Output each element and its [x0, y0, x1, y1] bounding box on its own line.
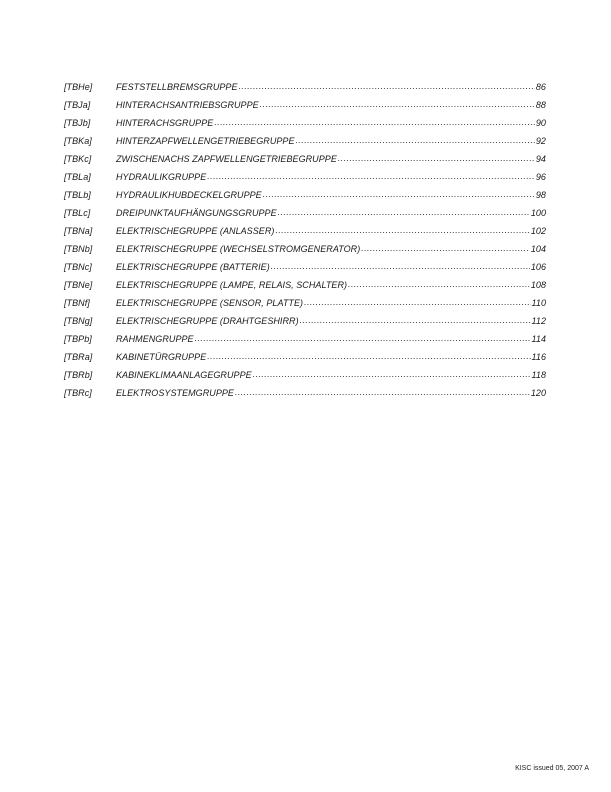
toc-entry-code: [TBNf] [64, 298, 90, 308]
toc-entry-page: 106 [530, 262, 546, 272]
toc-dot-leader [239, 81, 535, 91]
toc-dot-leader [207, 171, 535, 181]
toc-dot-leader [263, 189, 535, 199]
toc-entry[interactable] [64, 244, 546, 262]
toc-entry-title: ZWISCHENACHS ZAPFWELLENGETRIEBEGRUPPE [116, 154, 337, 164]
toc-entry-code: [TBNe] [64, 280, 93, 290]
toc-entry[interactable] [64, 208, 546, 226]
toc-dot-leader [296, 135, 535, 145]
toc-dot-leader [300, 315, 531, 325]
toc-entry[interactable] [64, 136, 546, 154]
toc-entry-page: 100 [530, 208, 546, 218]
toc-dot-leader [195, 333, 531, 343]
toc-entry-title: KABINETÜRGRUPPE [116, 352, 207, 362]
table-of-contents [64, 82, 546, 406]
toc-entry-title: ELEKTRISCHEGRUPPE (BATTERIE) [116, 262, 270, 272]
toc-entry-title: HYDRAULIKHUBDECKELGRUPPE [116, 190, 262, 200]
toc-entry-code: [TBKc] [64, 154, 92, 164]
toc-entry-page: 112 [531, 316, 546, 326]
toc-entry-title: HINTERACHSGRUPPE [116, 118, 214, 128]
toc-entry-page: 110 [531, 298, 546, 308]
toc-dot-leader [271, 261, 530, 271]
toc-entry-code: [TBJa] [64, 100, 91, 110]
toc-entry-title: ELEKTRISCHEGRUPPE (SENSOR, PLATTE) [116, 298, 304, 308]
toc-dot-leader [361, 243, 530, 253]
toc-entry-code: [TBNb] [64, 244, 93, 254]
toc-entry-code: [TBRc] [64, 388, 92, 398]
toc-entry-page: 108 [530, 280, 546, 290]
toc-entry-page: 114 [531, 334, 546, 344]
toc-entry-code: [TBPb] [64, 334, 92, 344]
toc-entry-page: 98 [535, 190, 546, 200]
toc-dot-leader [207, 351, 530, 361]
toc-entry-page: 116 [531, 352, 546, 362]
toc-entry-code: [TBHe] [64, 82, 93, 92]
toc-entry[interactable] [64, 262, 546, 280]
toc-entry-page: 102 [530, 226, 546, 236]
toc-entry[interactable] [64, 82, 546, 100]
page-footer: KISC issued 05, 2007 A [515, 765, 589, 772]
toc-entry[interactable] [64, 334, 546, 352]
toc-entry[interactable] [64, 190, 546, 208]
toc-dot-leader [338, 153, 535, 163]
toc-entry-code: [TBLa] [64, 172, 91, 182]
toc-dot-leader [253, 369, 531, 379]
toc-entry[interactable] [64, 226, 546, 244]
toc-entry-page: 94 [535, 154, 546, 164]
toc-entry-title: ELEKTRISCHEGRUPPE (LAMPE, RELAIS, SCHALTER) [116, 280, 348, 290]
toc-entry[interactable] [64, 118, 546, 136]
toc-entry-title: FESTSTELLBREMSGRUPPE [116, 82, 238, 92]
toc-entry-page: 120 [530, 388, 546, 398]
toc-entry-page: 104 [530, 244, 546, 254]
toc-entry-title: HYDRAULIKGRUPPE [116, 172, 207, 182]
toc-entry-title: ELEKTROSYSTEMGRUPPE [116, 388, 234, 398]
toc-entry[interactable] [64, 100, 546, 118]
toc-entry-title: ELEKTRISCHEGRUPPE (DRAHTGESHIRR) [116, 316, 299, 326]
toc-dot-leader [214, 117, 535, 127]
toc-dot-leader [278, 207, 530, 217]
toc-entry-title: KABINEKLIMAANLAGEGRUPPE [116, 370, 252, 380]
toc-dot-leader [260, 99, 535, 109]
toc-entry[interactable] [64, 388, 546, 406]
toc-entry-code: [TBNg] [64, 316, 93, 326]
toc-entry-code: [TBLb] [64, 190, 91, 200]
toc-entry-code: [TBJb] [64, 118, 91, 128]
toc-entry[interactable] [64, 370, 546, 388]
toc-dot-leader [348, 279, 530, 289]
toc-entry-code: [TBLc] [64, 208, 91, 218]
toc-entry-page: 118 [531, 370, 546, 380]
toc-entry[interactable] [64, 298, 546, 316]
toc-entry-code: [TBNa] [64, 226, 93, 236]
toc-entry[interactable] [64, 352, 546, 370]
toc-entry-page: 96 [535, 172, 546, 182]
toc-entry-code: [TBRa] [64, 352, 93, 362]
toc-dot-leader [304, 297, 530, 307]
toc-entry[interactable] [64, 154, 546, 172]
toc-entry-page: 86 [535, 82, 546, 92]
toc-entry-page: 90 [535, 118, 546, 128]
toc-entry-title: HINTERZAPFWELLENGETRIEBEGRUPPE [116, 136, 295, 146]
toc-entry-code: [TBKa] [64, 136, 92, 146]
toc-entry-title: HINTERACHSANTRIEBSGRUPPE [116, 100, 259, 110]
toc-entry-page: 92 [535, 136, 546, 146]
toc-entry[interactable] [64, 316, 546, 334]
toc-entry-title: RAHMENGRUPPE [116, 334, 194, 344]
toc-dot-leader [235, 387, 530, 397]
toc-dot-leader [275, 225, 529, 235]
toc-entry-title: DREIPUNKTAUFHÄNGUNGSGRUPPE [116, 208, 277, 218]
toc-entry[interactable] [64, 280, 546, 298]
toc-entry-title: ELEKTRISCHEGRUPPE (WECHSELSTROMGENERATOR) [116, 244, 361, 254]
toc-entry-code: [TBNc] [64, 262, 92, 272]
toc-entry-page: 88 [535, 100, 546, 110]
toc-entry[interactable] [64, 172, 546, 190]
toc-entry-title: ELEKTRISCHEGRUPPE (ANLASSER) [116, 226, 275, 236]
toc-entry-code: [TBRb] [64, 370, 93, 380]
